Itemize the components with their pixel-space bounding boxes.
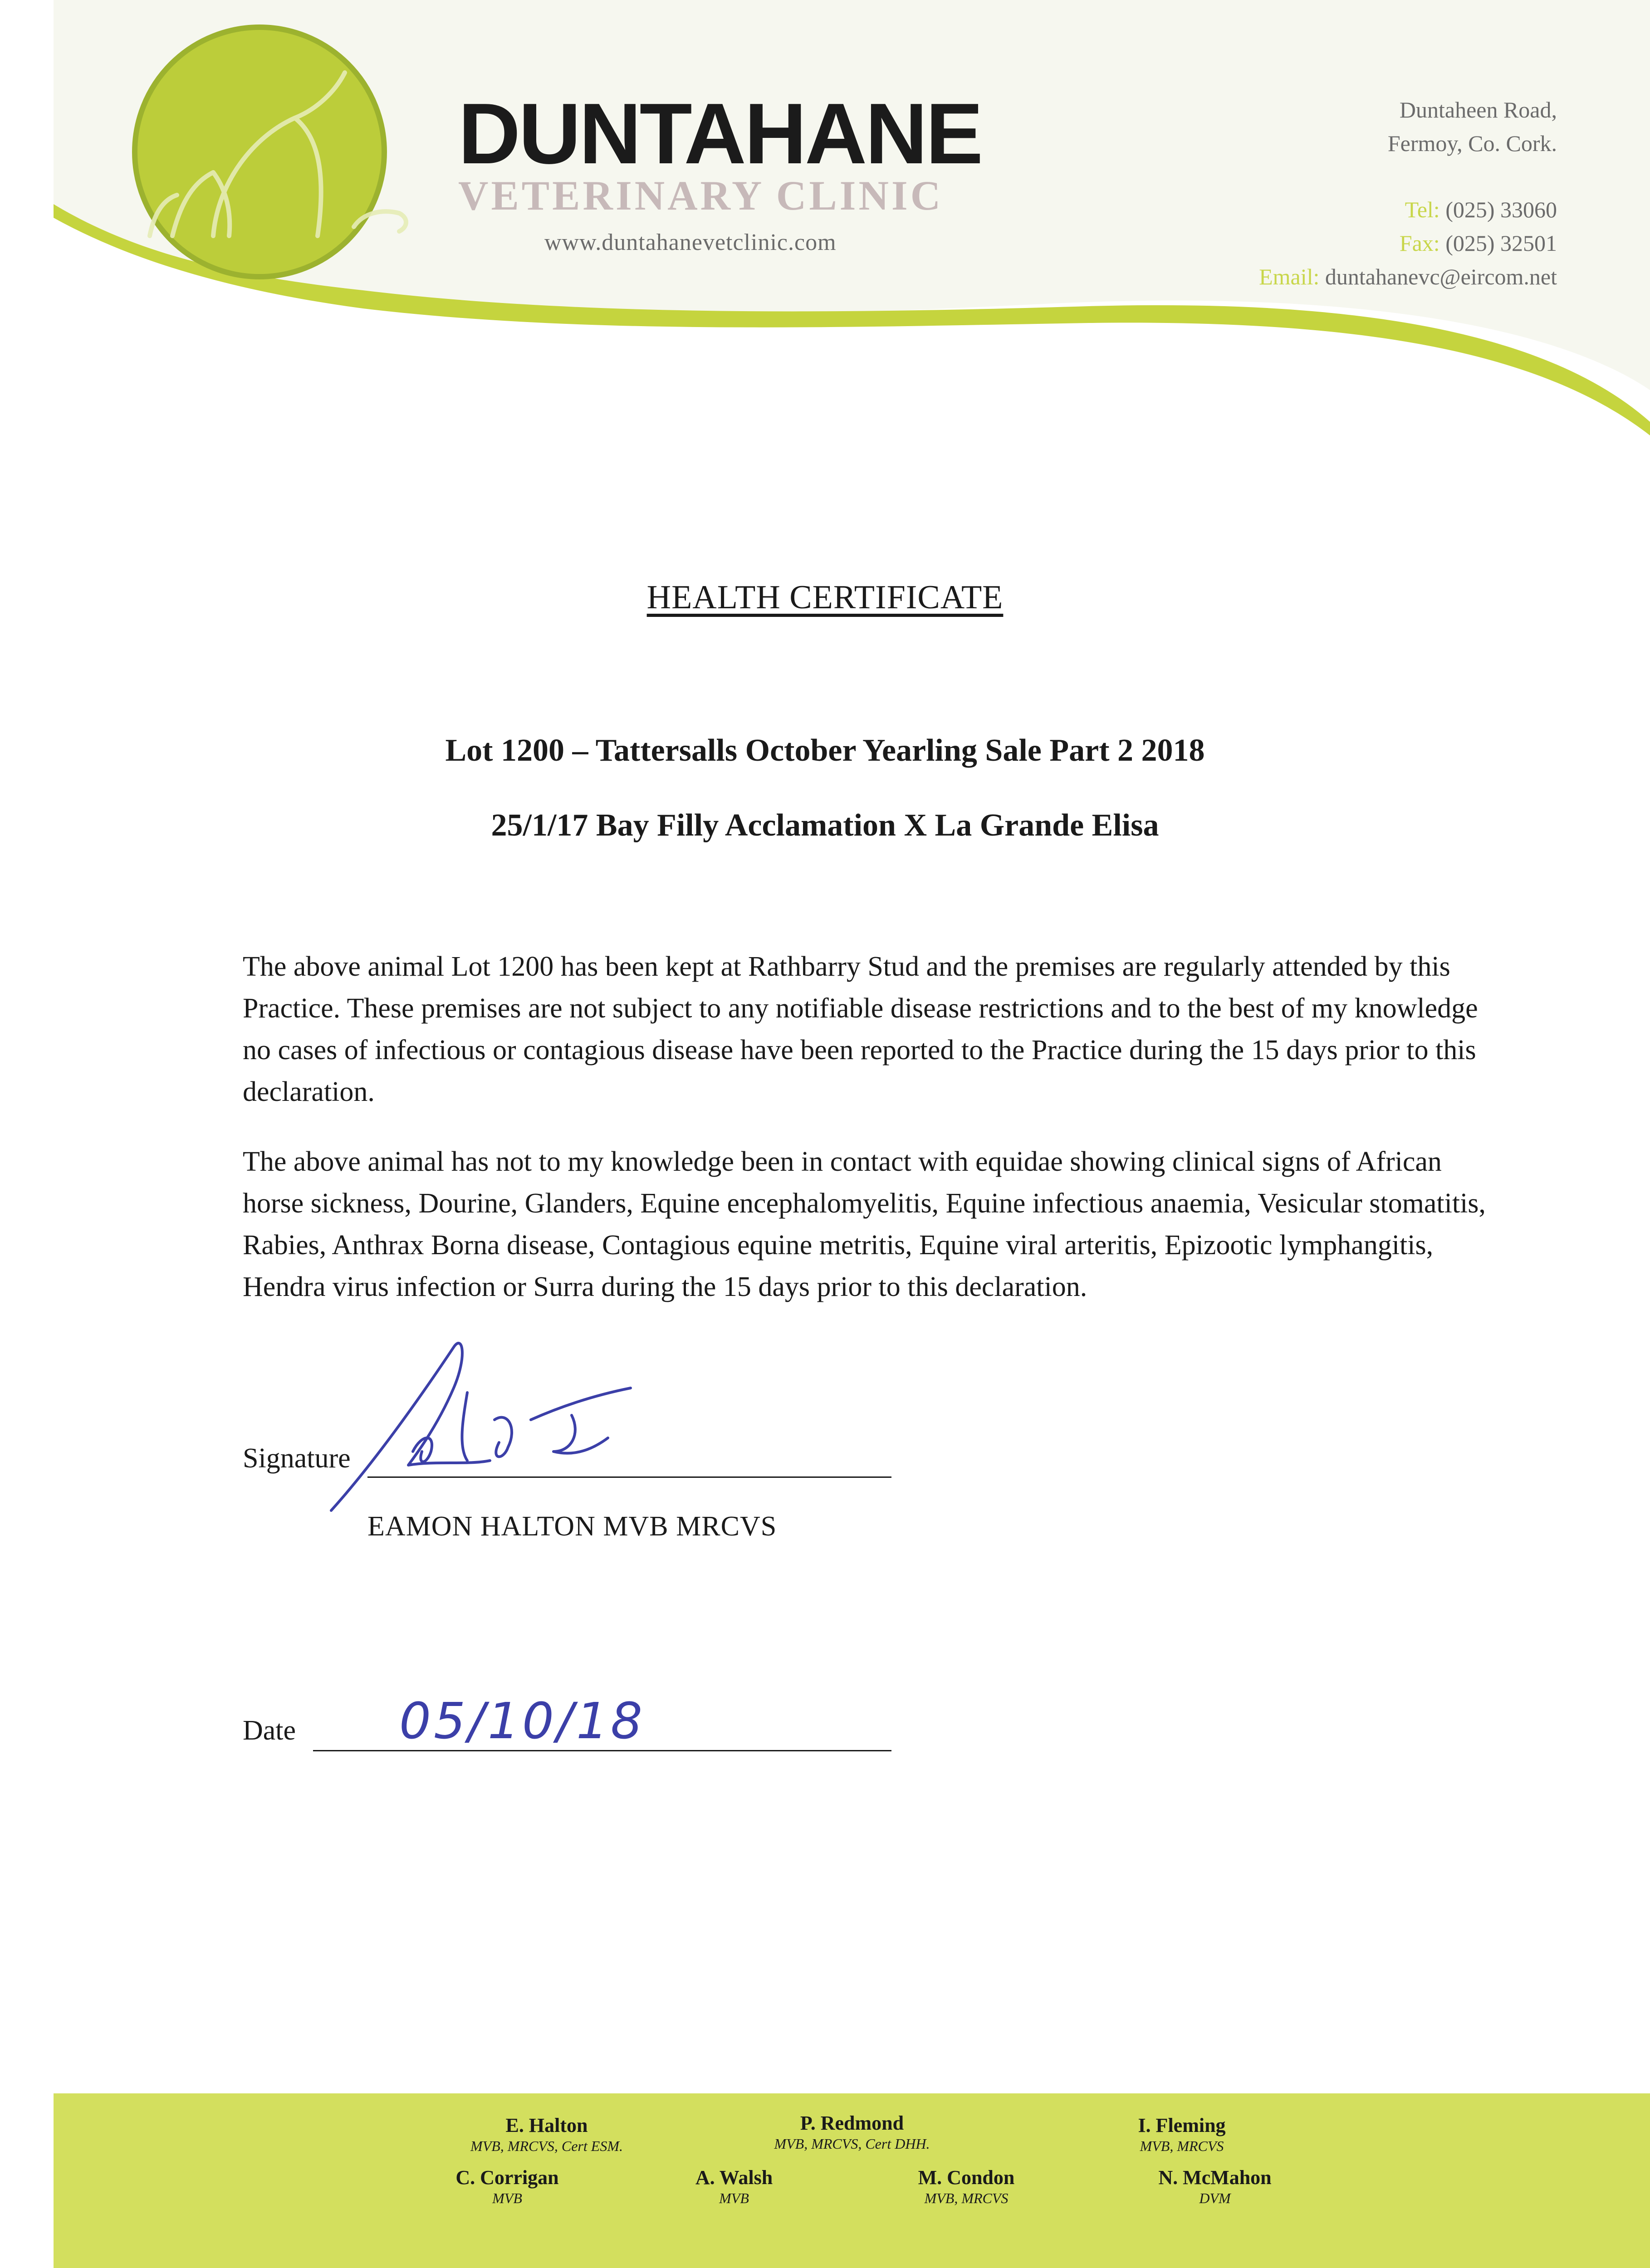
vet-qualifications: MVB, MRCVS (924, 2190, 1009, 2206)
handwritten-signature (318, 1329, 662, 1520)
vet-name: N. McMahon (1158, 2166, 1272, 2189)
logo-subtitle: VETERINARY CLINIC (458, 175, 944, 216)
paragraph-text: The above animal Lot 1200 has been kept at Rathbarry Stud and the premises are regularly attended by this Practice. These premises are not subject to any notifiable disease restrictions and to the best of my knowledge no cases of infectious or contagious disease have been reported to the Practice during the 15 days prior to this declaration. (243, 951, 1478, 1107)
animal-line: 25/1/17 Bay Filly Acclamation X La Grande Elisa (491, 808, 1159, 843)
declaration-paragraph-2 (243, 1141, 1486, 1308)
vet-qualifications: MVB (492, 2190, 522, 2206)
scan-margin (0, 0, 54, 2268)
vet-entry (693, 2112, 1011, 2152)
website-link[interactable]: www.duntahanevetclinic.com (544, 230, 837, 255)
vet-entry (388, 2114, 705, 2155)
logo-wordmark: DUNTAHANE (458, 86, 982, 182)
paragraph-text: The above animal has not to my knowledge been in contact with equidae showing clinical signs of African horse sickness, Dourine, Glanders, Equine encephalomyelitis, Equine infectious anaemia, Vesicular stomatitis, Rabies, Anthrax Borna disease, Contagious equine metritis, Equine viral arteritis, Epizootic lymphangitis, Hendra virus infection or Surra during the 15 days prior to this declaration. (243, 1146, 1486, 1302)
fax-value: (025) 32501 (1445, 230, 1557, 256)
date-label: Date (243, 1715, 296, 1746)
vet-name: M. Condon (918, 2166, 1015, 2189)
fax-row (1259, 226, 1557, 260)
vet-name: I. Fleming (1138, 2114, 1226, 2136)
vet-qualifications: MVB, MRCVS (1140, 2138, 1224, 2154)
vet-entry (1023, 2114, 1341, 2155)
signer-name: EAMON HALTON MVB MRCVS (367, 1511, 777, 1542)
vet-qualifications: DVM (1199, 2190, 1231, 2206)
lot-line: Lot 1200 – Tattersalls October Yearling Sale Part 2 2018 (445, 733, 1205, 768)
certificate-title: HEALTH CERTIFICATE (646, 579, 1004, 616)
tel-value: (025) 33060 (1445, 197, 1557, 222)
tel-row (1259, 193, 1557, 226)
vet-name: P. Redmond (800, 2112, 904, 2134)
declaration-paragraph-1 (243, 946, 1486, 1113)
clinic-contact (1259, 193, 1557, 293)
vet-qualifications: MVB, MRCVS, Cert ESM. (470, 2138, 623, 2154)
footer-vets-band (54, 2093, 1650, 2268)
address-line-1: Duntaheen Road, (1399, 97, 1557, 122)
email-value[interactable]: duntahanevc@eircom.net (1325, 264, 1557, 289)
vet-qualifications: MVB, MRCVS, Cert DHH. (774, 2136, 930, 2152)
address-line-2: Fermoy, Co. Cork. (1387, 131, 1557, 156)
clinic-address (1388, 93, 1557, 160)
tel-label: Tel: (1405, 197, 1440, 222)
vet-qualifications: MVB (719, 2190, 749, 2206)
vet-entry (1056, 2166, 1374, 2207)
signature-label: Signature (243, 1443, 351, 1474)
fax-label: Fax: (1399, 230, 1440, 256)
email-label: Email: (1259, 264, 1320, 289)
vet-name: E. Halton (505, 2114, 588, 2136)
vet-name: A. Walsh (695, 2166, 773, 2189)
email-row (1259, 260, 1557, 293)
handwritten-date: 05/10/18 (399, 1692, 646, 1750)
vet-name: C. Corrigan (455, 2166, 559, 2189)
date-line (313, 1750, 891, 1751)
